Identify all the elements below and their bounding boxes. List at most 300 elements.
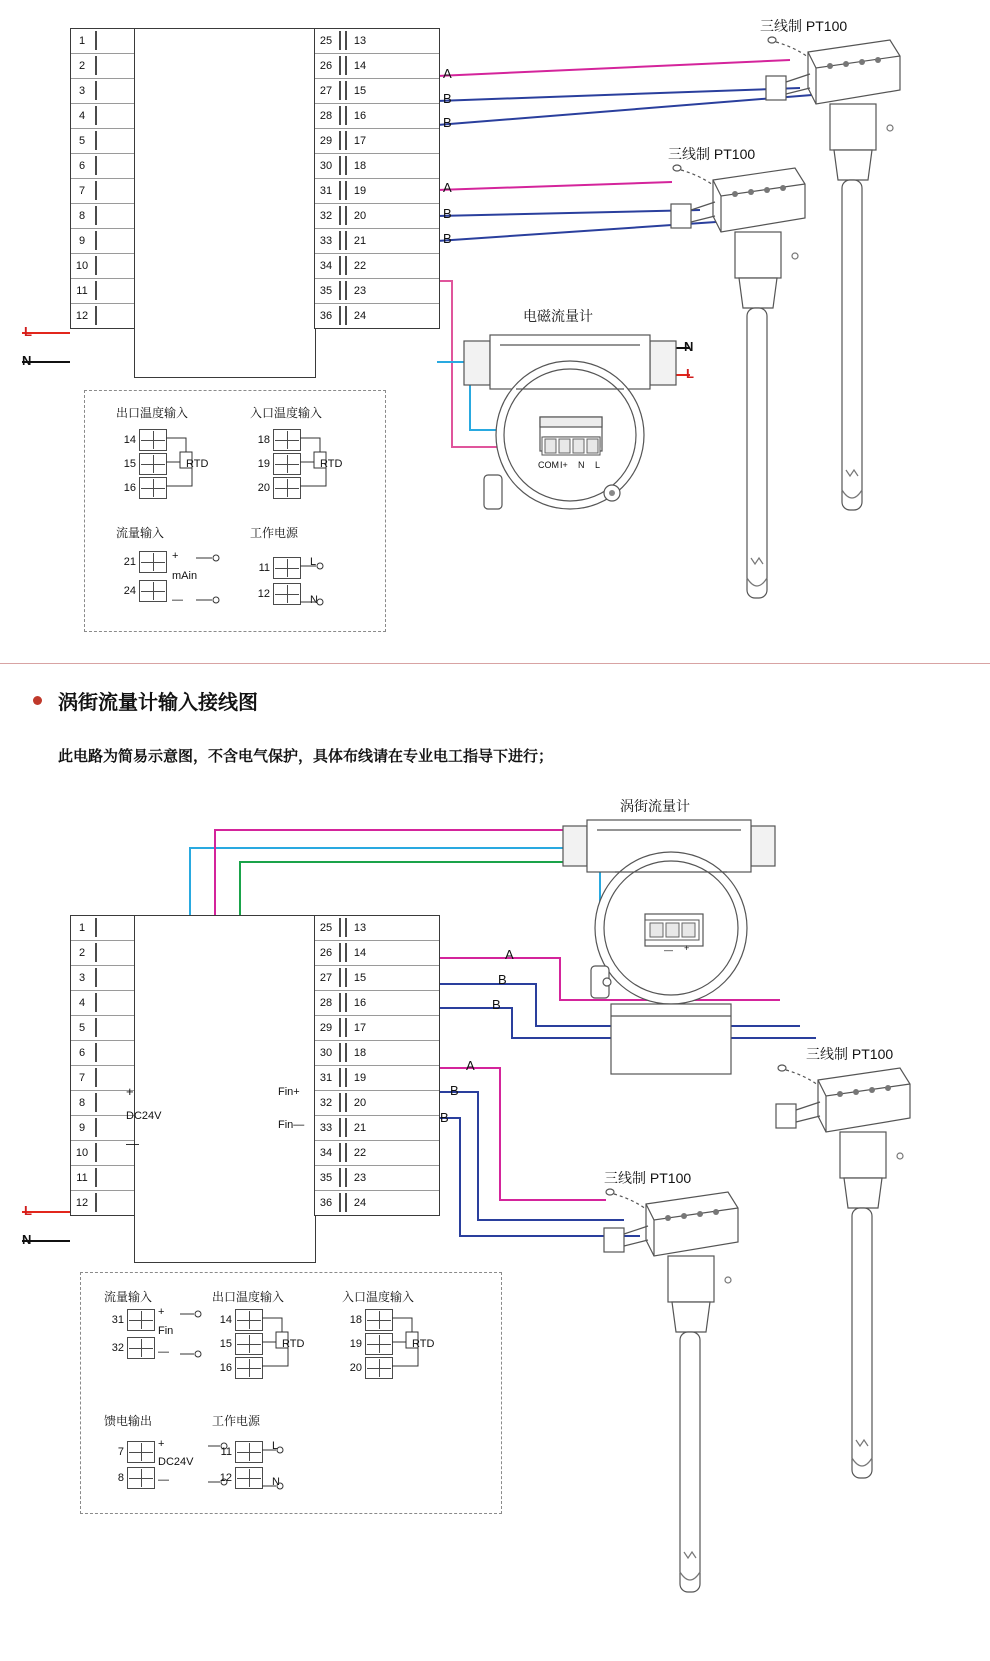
s2-dc-label: DC24V (126, 1110, 162, 1122)
terminal-number: 19 (353, 185, 367, 197)
s2-ab-label-3: B (492, 997, 501, 1012)
terminal-number: 12 (257, 588, 270, 600)
table-row[interactable] (71, 941, 135, 966)
table-row[interactable] (315, 1041, 439, 1066)
terminal-screw[interactable] (345, 1043, 347, 1062)
terminal-screw[interactable] (139, 477, 167, 499)
s2-power-L-label: L (24, 1203, 32, 1218)
terminal-number: 13 (353, 922, 367, 934)
s2-dc-minus-label: — (126, 1136, 139, 1151)
terminal-screw[interactable] (139, 551, 167, 573)
terminal-screw[interactable] (127, 1441, 155, 1463)
terminal-number: 2 (78, 60, 86, 72)
terminal-screw[interactable] (345, 306, 347, 325)
s1-ab-label-1: A (443, 66, 452, 81)
terminal-number: 1 (78, 35, 86, 47)
table-row[interactable] (315, 79, 439, 104)
table-row[interactable] (71, 179, 135, 204)
terminal-screw[interactable] (339, 918, 341, 937)
terminal-number: 8 (78, 210, 86, 222)
terminal-number: 22 (353, 1147, 367, 1159)
terminal-number: 10 (75, 260, 89, 272)
terminal-screw[interactable] (127, 1467, 155, 1489)
terminal-number: 12 (219, 1472, 232, 1484)
table-row[interactable] (315, 991, 439, 1016)
terminal-screw[interactable] (95, 106, 97, 125)
table-row[interactable] (71, 916, 135, 941)
table-row[interactable] (315, 154, 439, 179)
s2-legend-g5-L: L (272, 1440, 279, 1452)
terminal-screw[interactable] (95, 1168, 97, 1187)
table-row[interactable] (71, 1166, 135, 1191)
s2-ab-label-6: B (440, 1110, 449, 1125)
terminal-number: 14 (123, 434, 136, 446)
table-row[interactable] (71, 991, 135, 1016)
terminal-screw[interactable] (139, 453, 167, 475)
s2-legend-g3 (342, 1308, 393, 1380)
terminal-screw[interactable] (95, 306, 97, 325)
terminal-screw[interactable] (345, 256, 347, 275)
s1-legend-g3-note: mAin (172, 570, 198, 582)
terminal-screw[interactable] (345, 206, 347, 225)
terminal-screw[interactable] (95, 1068, 97, 1087)
terminal-screw[interactable] (345, 156, 347, 175)
terminal-number: 29 (319, 1022, 333, 1034)
terminal-screw[interactable] (95, 281, 97, 300)
s2-legend-g4-plus: + (158, 1438, 165, 1450)
terminal-screw[interactable] (345, 918, 347, 937)
terminal-number: 16 (219, 1362, 232, 1374)
terminal-number: 26 (319, 60, 333, 72)
terminal-screw[interactable] (339, 281, 341, 300)
table-row[interactable] (71, 279, 135, 304)
terminal-number: 14 (353, 60, 367, 72)
terminal-number: 5 (78, 1022, 86, 1034)
terminal-screw[interactable] (235, 1357, 263, 1379)
terminal-screw[interactable] (95, 156, 97, 175)
s1-rtd-label-2: 三线制 PT100 (668, 146, 756, 162)
terminal-screw[interactable] (345, 1093, 347, 1112)
terminal-number: 36 (319, 1197, 333, 1209)
terminal-screw[interactable] (127, 1309, 155, 1331)
terminal-screw[interactable] (345, 993, 347, 1012)
table-row[interactable] (315, 916, 439, 941)
terminal-number: 34 (319, 260, 333, 272)
s2-ab-label-5: B (450, 1083, 459, 1098)
table-row[interactable] (71, 1041, 135, 1066)
terminal-screw[interactable] (345, 1118, 347, 1137)
terminal-number: 4 (78, 110, 86, 122)
s2-rtd-label-2: 三线制 PT100 (604, 1170, 692, 1186)
terminal-screw[interactable] (339, 1193, 341, 1212)
terminal-number: 20 (353, 210, 367, 222)
terminal-number: 7 (78, 185, 86, 197)
terminal-screw[interactable] (273, 429, 301, 451)
s2-right-terminal-block (314, 915, 440, 1216)
terminal-screw[interactable] (339, 1093, 341, 1112)
terminal-screw[interactable] (339, 1168, 341, 1187)
terminal-screw[interactable] (339, 231, 341, 250)
terminal-number: 19 (257, 458, 270, 470)
terminal-number: 12 (75, 1197, 89, 1209)
table-row[interactable] (315, 29, 439, 54)
terminal-screw[interactable] (339, 1118, 341, 1137)
s2-legend-g3-note: RTD (412, 1338, 435, 1350)
terminal-screw[interactable] (345, 1018, 347, 1037)
terminal-screw[interactable] (345, 231, 347, 250)
table-row[interactable] (71, 229, 135, 254)
s1-legend-g3 (116, 550, 167, 608)
terminal-screw[interactable] (235, 1467, 263, 1489)
terminal-number: 10 (75, 1147, 89, 1159)
terminal-number: 24 (353, 310, 367, 322)
terminal-number: 17 (353, 135, 367, 147)
terminal-number: 35 (319, 1172, 333, 1184)
terminal-number: 24 (353, 1197, 367, 1209)
terminal-number: 36 (319, 310, 333, 322)
terminal-number: 21 (353, 235, 367, 247)
terminal-screw[interactable] (365, 1333, 393, 1355)
terminal-number: 14 (353, 947, 367, 959)
s1-legend-g3-title: 流量输入 (116, 526, 165, 540)
s1-ab-label-2: B (443, 91, 452, 106)
terminal-number: 8 (78, 1097, 86, 1109)
terminal-number: 19 (353, 1072, 367, 1084)
terminal-number: 25 (319, 35, 333, 47)
terminal-number: 18 (257, 434, 270, 446)
terminal-screw[interactable] (339, 181, 341, 200)
s2-device-label: 涡街流量计 (620, 798, 690, 814)
table-row[interactable] (315, 941, 439, 966)
table-row[interactable] (315, 966, 439, 991)
s1-legend-g2-title: 入口温度输入 (250, 406, 323, 420)
table-row[interactable] (315, 104, 439, 129)
terminal-number: 28 (319, 997, 333, 1009)
terminal-screw[interactable] (345, 943, 347, 962)
terminal-screw[interactable] (235, 1441, 263, 1463)
s2-legend-g4-minus: — (158, 1474, 169, 1486)
table-row[interactable] (71, 204, 135, 229)
s2-legend-g4 (104, 1440, 155, 1492)
table-row[interactable] (315, 204, 439, 229)
terminal-screw[interactable] (95, 968, 97, 987)
terminal-number: 27 (319, 972, 333, 984)
table-row[interactable] (315, 1066, 439, 1091)
terminal-number: 17 (353, 1022, 367, 1034)
terminal-number: 6 (78, 160, 86, 172)
section-divider (0, 663, 990, 664)
table-row[interactable] (71, 1016, 135, 1041)
s1-flowmeter-terminal-L: L (595, 460, 601, 470)
terminal-number: 30 (319, 1047, 333, 1059)
terminal-screw[interactable] (339, 56, 341, 75)
terminal-screw[interactable] (345, 106, 347, 125)
terminal-number: 32 (319, 210, 333, 222)
terminal-number: 7 (78, 1072, 86, 1084)
terminal-number: 33 (319, 1122, 333, 1134)
table-row[interactable] (71, 129, 135, 154)
terminal-screw[interactable] (339, 306, 341, 325)
s1-device-label: 电磁流量计 (523, 308, 593, 324)
s1-legend-g3-wires (196, 552, 236, 612)
terminal-number: 6 (78, 1047, 86, 1059)
s2-fin-minus-label: Fin— (278, 1119, 305, 1131)
s2-legend-g1 (104, 1308, 155, 1364)
terminal-number: 15 (353, 972, 367, 984)
terminal-screw[interactable] (339, 131, 341, 150)
s2-legend-g5-title: 工作电源 (212, 1414, 261, 1428)
terminal-screw[interactable] (345, 1193, 347, 1212)
terminal-screw[interactable] (345, 81, 347, 100)
s2-legend-g1-minus: — (158, 1346, 169, 1358)
terminal-screw[interactable] (339, 1143, 341, 1162)
terminal-screw[interactable] (273, 477, 301, 499)
terminal-screw[interactable] (345, 181, 347, 200)
terminal-number: 18 (353, 1047, 367, 1059)
s1-legend-g4 (250, 556, 301, 608)
s1-legend-g2 (250, 428, 301, 500)
terminal-number: 7 (117, 1446, 124, 1458)
terminal-number: 23 (353, 285, 367, 297)
terminal-screw[interactable] (95, 56, 97, 75)
terminal-screw[interactable] (339, 156, 341, 175)
s2-ab-label-1: A (505, 947, 514, 962)
s1-flowmeter-N-label: N (684, 339, 694, 354)
table-row[interactable] (315, 1191, 439, 1215)
s2-ab-label-4: A (466, 1058, 475, 1073)
terminal-number: 15 (219, 1338, 232, 1350)
terminal-screw[interactable] (339, 993, 341, 1012)
table-row[interactable] (71, 254, 135, 279)
terminal-number: 34 (319, 1147, 333, 1159)
table-row[interactable] (71, 104, 135, 129)
s2-legend-g5 (212, 1440, 263, 1492)
table-row[interactable] (71, 304, 135, 328)
terminal-screw[interactable] (95, 256, 97, 275)
s1-flowmeter-terminal-N: N (578, 460, 585, 470)
section2-heading: 涡街流量计输入接线图 (58, 692, 258, 714)
section2-bullet-icon (33, 696, 42, 705)
s1-right-terminal-block (314, 28, 440, 329)
terminal-screw[interactable] (139, 429, 167, 451)
terminal-screw[interactable] (339, 943, 341, 962)
table-row[interactable] (71, 966, 135, 991)
table-row[interactable] (315, 279, 439, 304)
terminal-number: 31 (111, 1314, 124, 1326)
terminal-screw[interactable] (95, 131, 97, 150)
table-row[interactable] (315, 1091, 439, 1116)
terminal-number: 31 (319, 185, 333, 197)
terminal-number: 11 (220, 1446, 232, 1458)
terminal-number: 33 (319, 235, 333, 247)
s1-power-L-label: L (24, 324, 32, 339)
table-row[interactable] (71, 79, 135, 104)
table-row[interactable] (315, 54, 439, 79)
terminal-screw[interactable] (339, 106, 341, 125)
terminal-screw[interactable] (273, 557, 301, 579)
s2-dc-plus-label: + (126, 1084, 134, 1099)
terminal-number: 20 (349, 1362, 362, 1374)
s2-left-terminal-block (70, 915, 136, 1216)
terminal-number: 24 (123, 585, 136, 597)
terminal-screw[interactable] (345, 31, 347, 50)
terminal-number: 2 (78, 947, 86, 959)
s2-legend-g4-title: 馈电输出 (104, 1414, 153, 1428)
terminal-number: 26 (319, 947, 333, 959)
s1-ab-label-6: B (443, 231, 452, 246)
terminal-number: 16 (353, 110, 367, 122)
s1-legend-g2-note: RTD (320, 458, 343, 470)
s2-legend-g2-note: RTD (282, 1338, 305, 1350)
s2-ab-label-2: B (498, 972, 507, 987)
section2-subheading: 此电路为简易示意图，不含电气保护，具体布线请在专业电工指导下进行； (58, 748, 554, 765)
terminal-screw[interactable] (95, 181, 97, 200)
terminal-number: 22 (353, 260, 367, 272)
terminal-screw[interactable] (365, 1309, 393, 1331)
terminal-number: 5 (78, 135, 86, 147)
terminal-screw[interactable] (95, 206, 97, 225)
terminal-screw[interactable] (345, 56, 347, 75)
terminal-number: 8 (117, 1472, 124, 1484)
s2-rtd-sensor-2 (588, 1182, 828, 1612)
terminal-screw[interactable] (95, 918, 97, 937)
terminal-number: 20 (257, 482, 270, 494)
table-row[interactable] (71, 1191, 135, 1215)
table-row[interactable] (315, 129, 439, 154)
s1-rtd-sensor-2 (655, 158, 895, 678)
s2-legend-g5-N: N (272, 1476, 280, 1488)
terminal-number: 1 (78, 922, 86, 934)
s1-legend-g3-plus: + (172, 550, 179, 562)
s2-legend-g1-plus: + (158, 1306, 165, 1318)
terminal-screw[interactable] (339, 31, 341, 50)
terminal-number: 14 (219, 1314, 232, 1326)
terminal-screw[interactable] (345, 281, 347, 300)
s1-left-terminal-block (70, 28, 136, 329)
s1-flowmeter-terminal-COM: COM (538, 460, 559, 470)
terminal-screw[interactable] (339, 206, 341, 225)
terminal-number: 16 (353, 997, 367, 1009)
table-row[interactable] (315, 1166, 439, 1191)
table-row[interactable] (71, 54, 135, 79)
terminal-number: 4 (78, 997, 86, 1009)
table-row[interactable] (315, 304, 439, 328)
terminal-number: 21 (353, 1122, 367, 1134)
terminal-screw[interactable] (339, 1043, 341, 1062)
terminal-number: 12 (75, 310, 89, 322)
terminal-screw[interactable] (339, 81, 341, 100)
terminal-number: 3 (78, 972, 86, 984)
terminal-number: 15 (123, 458, 136, 470)
terminal-number: 11 (76, 1172, 88, 1184)
s2-legend-g2-title: 出口温度输入 (212, 1290, 285, 1304)
s1-legend-g1 (116, 428, 167, 500)
terminal-screw[interactable] (127, 1337, 155, 1359)
terminal-screw[interactable] (95, 31, 97, 50)
table-row[interactable] (71, 154, 135, 179)
terminal-screw[interactable] (339, 1018, 341, 1037)
terminal-screw[interactable] (345, 968, 347, 987)
s1-rtd-label-1: 三线制 PT100 (760, 18, 848, 34)
terminal-number: 15 (353, 85, 367, 97)
terminal-screw[interactable] (95, 1043, 97, 1062)
terminal-screw[interactable] (339, 256, 341, 275)
terminal-screw[interactable] (95, 943, 97, 962)
s2-legend-g2 (212, 1308, 263, 1380)
terminal-screw[interactable] (95, 1143, 97, 1162)
s1-electromagnetic-flowmeter (460, 325, 680, 555)
terminal-screw[interactable] (235, 1309, 263, 1331)
terminal-number: 16 (123, 482, 136, 494)
s1-instrument-body (134, 28, 316, 378)
terminal-screw[interactable] (95, 1193, 97, 1212)
table-row[interactable] (315, 1141, 439, 1166)
terminal-screw[interactable] (95, 993, 97, 1012)
terminal-number: 28 (319, 110, 333, 122)
terminal-screw[interactable] (345, 131, 347, 150)
s2-legend-g3-title: 入口温度输入 (342, 1290, 415, 1304)
terminal-number: 19 (349, 1338, 362, 1350)
s2-legend-g4-note: DC24V (158, 1456, 194, 1468)
table-row[interactable] (315, 229, 439, 254)
table-row[interactable] (71, 29, 135, 54)
terminal-number: 9 (78, 1122, 86, 1134)
terminal-screw[interactable] (95, 81, 97, 100)
s2-vortex-terminal-minus: — (664, 945, 673, 955)
s1-legend-g1-title: 出口温度输入 (116, 406, 189, 420)
s1-legend-g4-wires (300, 560, 340, 620)
s1-legend-g4-title: 工作电源 (250, 526, 299, 540)
terminal-screw[interactable] (339, 968, 341, 987)
s1-legend-g1-note: RTD (186, 458, 209, 470)
s1-flowmeter-L-label: L (686, 366, 694, 381)
terminal-screw[interactable] (339, 1068, 341, 1087)
terminal-screw[interactable] (95, 1118, 97, 1137)
terminal-screw[interactable] (345, 1168, 347, 1187)
s1-ab-label-4: A (443, 180, 452, 195)
terminal-screw[interactable] (345, 1068, 347, 1087)
terminal-number: 29 (319, 135, 333, 147)
s2-legend-g1-title: 流量输入 (104, 1290, 153, 1304)
terminal-number: 18 (349, 1314, 362, 1326)
terminal-number: 31 (319, 1072, 333, 1084)
terminal-screw[interactable] (95, 1018, 97, 1037)
s2-legend-g1-note: Fin (158, 1325, 174, 1337)
terminal-screw[interactable] (95, 231, 97, 250)
terminal-screw[interactable] (273, 453, 301, 475)
terminal-number: 9 (78, 235, 86, 247)
terminal-screw[interactable] (273, 583, 301, 605)
terminal-number: 13 (353, 35, 367, 47)
terminal-screw[interactable] (235, 1333, 263, 1355)
s2-fin-plus-label: Fin+ (278, 1086, 300, 1098)
terminal-number: 32 (111, 1342, 124, 1354)
table-row[interactable] (315, 1116, 439, 1141)
terminal-screw[interactable] (139, 580, 167, 602)
terminal-screw[interactable] (345, 1143, 347, 1162)
terminal-number: 3 (78, 85, 86, 97)
terminal-screw[interactable] (95, 1093, 97, 1112)
terminal-screw[interactable] (365, 1357, 393, 1379)
table-row[interactable] (315, 179, 439, 204)
terminal-number: 30 (319, 160, 333, 172)
s1-flowmeter-terminal-I: I+ (560, 460, 568, 470)
terminal-number: 25 (319, 922, 333, 934)
table-row[interactable] (315, 254, 439, 279)
table-row[interactable] (315, 1016, 439, 1041)
s1-ab-label-3: B (443, 115, 452, 130)
terminal-number: 11 (76, 285, 88, 297)
